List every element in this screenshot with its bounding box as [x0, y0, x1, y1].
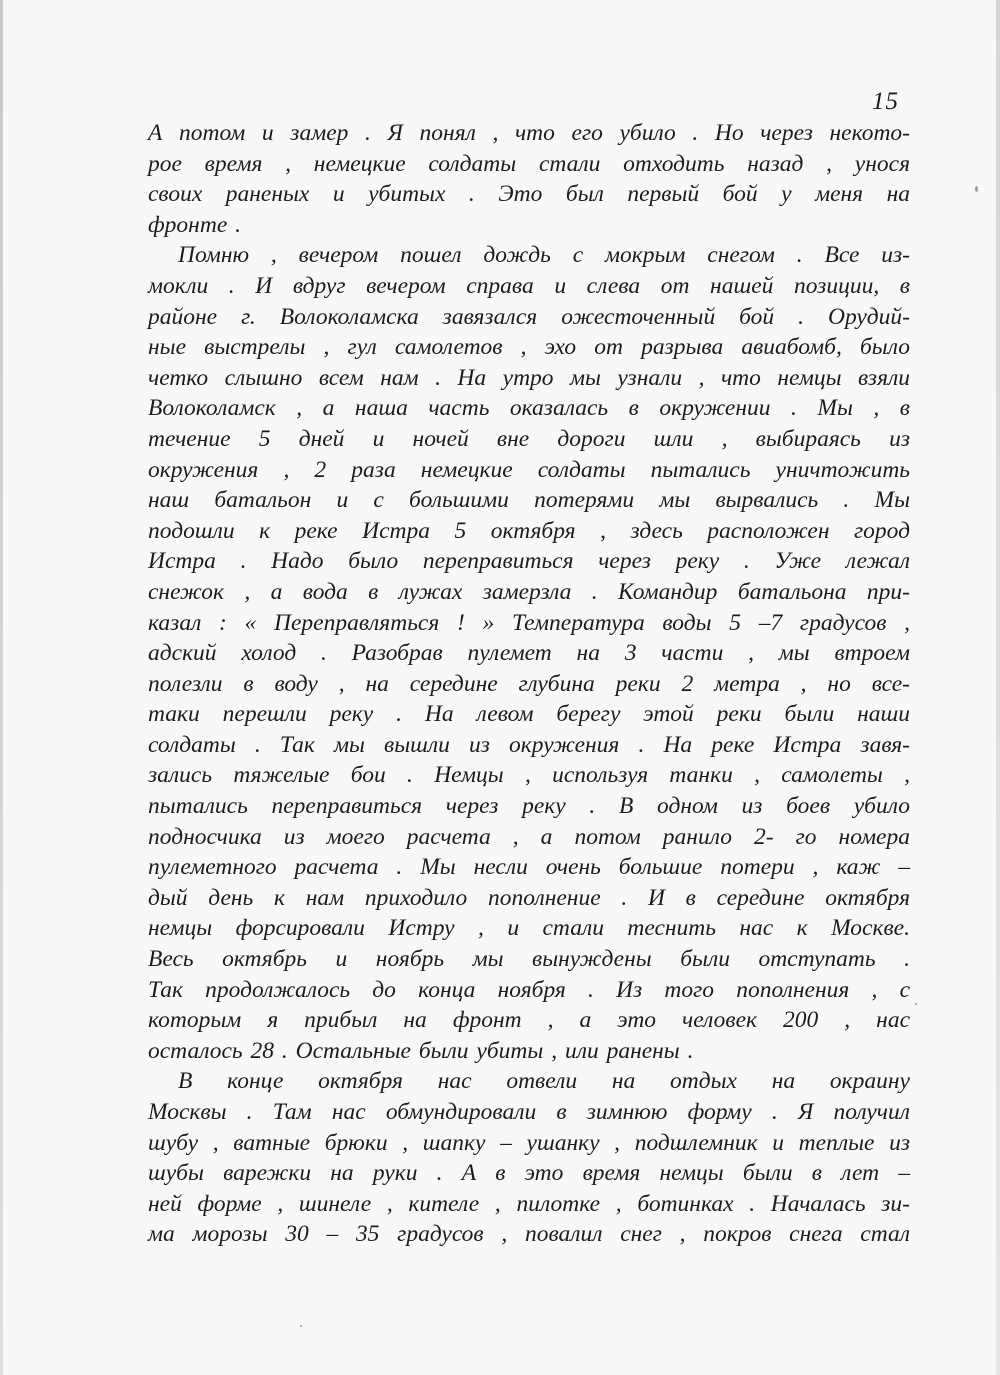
text-line: которым я прибыл на фронт , а это человек 200 , нас [148, 1007, 910, 1034]
text-line: районе г. Волоколамска завязался ожесточенный бой . Орудий- [148, 303, 910, 330]
text-line: В конце октября нас отвели на отдых на окраину [178, 1068, 910, 1095]
text-line: пулеметного расчета . Мы несли очень большие потери , каж – [148, 854, 910, 881]
page-number: 15 [872, 88, 899, 115]
text-line: Так продолжалось до конца ноября . Из того пополнения , с [148, 976, 910, 1003]
text-line: осталось 28 . Остальные были убиты , или ранены . [148, 1037, 694, 1064]
text-line: рое время , немецкие солдаты стали отходить назад , унося [148, 150, 910, 177]
text-line: Весь октябрь и ноябрь мы вынуждены были отступать . [148, 946, 910, 973]
text-line: своих раненых и убитых . Это был первый бой у меня на [148, 181, 910, 208]
scan-right-edge [996, 0, 1000, 1375]
text-line: наш батальон и с большими потерями мы вырвались . Мы [148, 487, 910, 514]
text-line: шубу , ватные брюки , шапку – ушанку , подшлемник и теплые из [148, 1129, 910, 1156]
text-line: А потом и замер . Я понял , что его убило . Но через некото- [148, 120, 910, 146]
scan-speck [300, 1325, 302, 1327]
text-line: снежок , а вода в лужах замерзла . Командир батальона при- [148, 578, 910, 605]
text-line: шубы варежки на руки . А в это время немцы были в лет – [148, 1160, 910, 1187]
text-line: казал : « Переправляться ! » Температура воды 5 –7 градусов , [148, 609, 910, 636]
text-line: Москвы . Там нас обмундировали в зимнюю форму . Я получил [148, 1099, 910, 1125]
text-line: Помню , вечером пошел дождь с мокрым снегом . Все из- [178, 242, 910, 269]
text-line: четко слышно всем нам . На утро мы узнали , что немцы взяли [148, 364, 910, 391]
body-text [148, 118, 910, 1250]
scan-left-edge [0, 0, 3, 1375]
text-line: подносчика из моего расчета , а потом ранило 2- го номера [148, 823, 910, 850]
text-line: ней форме , шинеле , кителе , пилотке , ботинках . Началась зи- [148, 1190, 910, 1217]
scan-speck [915, 1003, 917, 1005]
text-line: окружения , 2 раза немецкие солдаты пытались уничтожить [148, 456, 910, 483]
text-line: Волоколамск , а наша часть оказалась в окружении . Мы , в [148, 395, 910, 422]
text-line: ные выстрелы , гул самолетов , эхо от разрыва авиабомб, было [148, 334, 910, 361]
text-line: солдаты . Так мы вышли из окружения . На реке Истра завя- [148, 731, 910, 758]
text-line: Истра . Надо было переправиться через реку . Уже лежал [148, 548, 910, 575]
text-line: таки перешли реку . На левом берегу этой реки были наши [148, 701, 910, 728]
paragraph [148, 240, 910, 1066]
text-line: дый день к нам приходило пополнение . И в середине октября [148, 884, 910, 911]
text-line: пытались переправиться через реку . В одном из боев убило [148, 793, 910, 820]
text-line: зались тяжелые бои . Немцы , используя танки , самолеты , [148, 762, 910, 789]
text-line: немцы форсировали Истру , и стали теснить нас к Москве. [148, 915, 910, 942]
text-line: течение 5 дней и ночей вне дороги шли , выбираясь из [148, 425, 910, 452]
paragraph [148, 1066, 910, 1250]
paragraph [148, 118, 910, 240]
text-line: полезли в воду , на середине глубина реки 2 метра , но все- [148, 670, 910, 697]
text-line: мокли . И вдруг вечером справа и слева от нашей позиции, в [148, 272, 910, 299]
text-line: адский холод . Разобрав пулемет на 3 части , мы втроем [148, 640, 910, 667]
text-line: ма морозы 30 – 35 градусов , повалил снег , покров снега стал [148, 1221, 910, 1248]
text-line: фронте . [148, 211, 241, 238]
scan-speck [975, 186, 978, 192]
text-line: подошли к реке Истра 5 октября , здесь расположен город [148, 517, 910, 544]
